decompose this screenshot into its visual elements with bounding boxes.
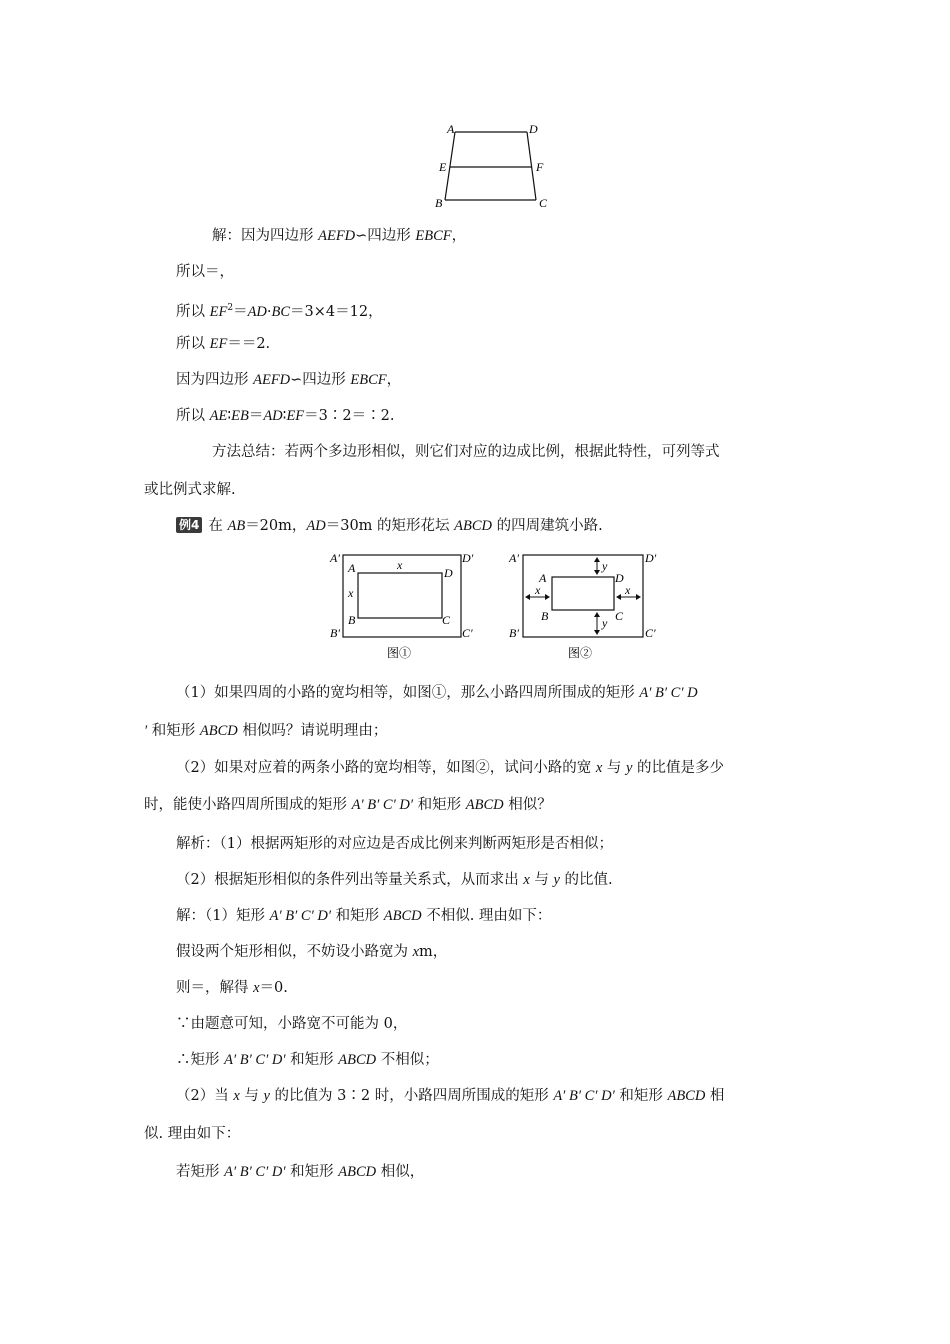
var: EBCF <box>415 228 452 244</box>
var: A′ B′ C′ D′ <box>224 1164 286 1180</box>
var: AD <box>247 303 267 320</box>
solution2-line3 <box>176 978 288 998</box>
var: x <box>253 980 260 996</box>
var: AEFD <box>253 372 291 388</box>
var: EF <box>209 303 228 320</box>
question2-line2 <box>144 795 552 815</box>
text: 所以＝， <box>176 264 234 280</box>
text: 的比值为 3∶2 时，小路四周所围成的矩形 <box>269 1088 554 1104</box>
var: AD <box>263 408 283 424</box>
figure-1-caption: 图① <box>387 646 412 660</box>
text: ∽四边形 <box>290 372 351 388</box>
text: ， <box>386 372 402 388</box>
text: ＝20m， <box>245 518 307 534</box>
label-D-prime: D′ <box>645 551 657 565</box>
var: ABCD <box>383 908 422 924</box>
text: ＝0. <box>259 980 288 996</box>
var: ABCD <box>667 1088 706 1104</box>
text: 因为四边形 <box>176 372 254 388</box>
text: 相似， <box>376 1164 425 1180</box>
label-C: C <box>539 196 548 210</box>
var: AEFD <box>318 228 356 244</box>
label-C-prime: C′ <box>462 626 473 640</box>
solution1-line5 <box>176 370 401 390</box>
label-x-left: x <box>348 586 354 600</box>
text: m， <box>419 944 448 960</box>
method-line1 <box>212 442 720 462</box>
text: 解析：（1）根据两矩形的对应边是否成比例来判断两矩形是否相似； <box>176 836 613 852</box>
text: ＝3×4＝12， <box>290 303 383 320</box>
superscript: 2 <box>227 303 234 313</box>
var: A′ B′ C′ D′ <box>269 908 332 924</box>
question1-line2 <box>144 721 387 741</box>
text: 的四周建筑小路. <box>492 518 603 534</box>
solution1-line3 <box>176 298 383 322</box>
var: x <box>412 944 420 960</box>
text: 所以 <box>176 336 210 352</box>
solution2-line5 <box>176 1050 439 1070</box>
label-y-bottom: y <box>602 616 608 630</box>
solution2-line2 <box>176 942 447 962</box>
var: ABCD <box>338 1164 377 1180</box>
label-A-prime: A′ <box>509 551 519 565</box>
label-y-top: y <box>602 559 608 573</box>
example4-line <box>176 516 603 536</box>
text: ， <box>451 228 467 244</box>
question2-line1 <box>176 758 724 778</box>
label-B: B <box>435 196 443 210</box>
figure-1 <box>325 545 485 665</box>
label-A: A <box>348 561 356 575</box>
var: x <box>595 760 603 776</box>
var: x <box>233 1088 240 1104</box>
var: x <box>523 872 530 888</box>
label-C: C <box>442 613 451 627</box>
text: 假设两个矩形相似，不妨设小路宽为 <box>176 944 413 960</box>
var: A′ B′ C′ D <box>639 685 698 701</box>
text: 似. 理由如下： <box>144 1126 241 1142</box>
text: 的比值是多少 <box>632 760 725 776</box>
text: ∶ <box>282 408 287 424</box>
label-B: B <box>348 613 356 627</box>
var: AB <box>227 518 246 534</box>
label-x-left: x <box>535 583 541 597</box>
text: 时，能使小路四周所围成的矩形 <box>144 797 352 813</box>
text: 方法总结：若两个多边形相似，则它们对应的边成比例，根据此特性，可列等式 <box>212 444 720 460</box>
text: ∽四边形 <box>355 228 416 244</box>
label-A-prime: A′ <box>330 551 340 565</box>
text: ∶ <box>227 408 232 424</box>
label-A: A <box>447 122 455 136</box>
var: A′ B′ C′ D′ <box>224 1052 286 1068</box>
text: 所以 <box>176 303 210 320</box>
text: （2）根据矩形相似的条件列出等量关系式，从而求出 <box>176 872 524 888</box>
text: 相似？ <box>503 797 552 813</box>
text: 的比值. <box>559 872 613 888</box>
var: y <box>553 872 560 888</box>
text: ∴矩形 <box>176 1052 225 1068</box>
label-C-prime: C′ <box>645 626 656 640</box>
example-badge: 例4 <box>176 517 202 533</box>
label-E: E <box>439 160 447 174</box>
var: ABCD <box>454 518 493 534</box>
text: 与 <box>602 760 626 776</box>
label-B-prime: B′ <box>509 626 519 640</box>
solution2-line7 <box>144 1124 240 1144</box>
text: （1）如果四周的小路的宽均相等，如图①，那么小路四周所围成的矩形 <box>176 685 640 701</box>
text: ＝ <box>233 303 248 320</box>
var: EF <box>286 408 305 424</box>
text: 不相似； <box>376 1052 439 1068</box>
text: ＝3∶2＝∶2. <box>304 408 395 424</box>
var: y <box>626 760 633 776</box>
figure-2-caption: 图② <box>568 646 593 660</box>
text: 解：（1）矩形 <box>176 908 270 924</box>
text: ′ <box>144 723 148 739</box>
label-A: A <box>539 571 547 585</box>
var: A′ B′ C′ D′ <box>351 797 414 813</box>
var: ABCD <box>199 723 238 739</box>
solution2-line4 <box>176 1014 407 1034</box>
var: AE <box>209 408 228 424</box>
text: 所以 <box>176 408 210 424</box>
text: （2）当 <box>176 1088 234 1104</box>
label-B: B <box>541 609 549 623</box>
label-F: F <box>536 160 544 174</box>
trapezoid-figure <box>430 118 560 213</box>
label-D: D <box>444 566 453 580</box>
text: 和矩形 <box>285 1164 339 1180</box>
text: 和矩形 <box>147 723 200 739</box>
var: EF <box>209 336 228 352</box>
label-C: C <box>615 609 624 623</box>
text: 或比例式求解. <box>144 482 236 498</box>
text: 相 <box>705 1088 725 1104</box>
var: ABCD <box>465 797 504 813</box>
text: 则＝，解得 <box>176 980 254 996</box>
solution1-line4 <box>176 334 270 354</box>
text: 不相似. 理由如下： <box>421 908 552 924</box>
text: · <box>266 303 272 320</box>
label-x-top: x <box>397 558 403 572</box>
text: 和矩形 <box>285 1052 339 1068</box>
solution1-line6 <box>176 406 394 426</box>
text: 与 <box>239 1088 264 1104</box>
solution2-line8 <box>176 1162 424 1182</box>
text: 解：因为四边形 <box>212 228 319 244</box>
label-B-prime: B′ <box>330 626 340 640</box>
question1-line1 <box>176 683 698 703</box>
var: EB <box>231 408 249 424</box>
text: ＝30m 的矩形花坛 <box>325 518 455 534</box>
label-x-right: x <box>625 583 631 597</box>
var: ABCD <box>338 1052 377 1068</box>
solution2-line6 <box>176 1086 724 1106</box>
label-D-prime: D′ <box>462 551 474 565</box>
text: ＝ <box>248 408 264 424</box>
var: A′ B′ C′ D′ <box>553 1088 615 1104</box>
analysis-line1 <box>176 834 613 854</box>
label-D: D <box>615 571 624 585</box>
text: 和矩形 <box>614 1088 668 1104</box>
text: 在 <box>208 518 228 534</box>
solution2-line1 <box>176 906 551 926</box>
text: ∵由题意可知，小路宽不可能为 0， <box>176 1016 408 1032</box>
text: 和矩形 <box>331 908 384 924</box>
text: 与 <box>529 872 554 888</box>
solution1-line2 <box>176 262 234 282</box>
text: 若矩形 <box>176 1164 225 1180</box>
label-D: D <box>529 122 538 136</box>
method-line2 <box>144 480 236 500</box>
analysis-line2 <box>176 870 613 890</box>
var: y <box>263 1088 270 1104</box>
text: ＝＝2. <box>227 336 271 352</box>
text: 和矩形 <box>413 797 466 813</box>
text: 相似吗？请说明理由； <box>237 723 388 739</box>
text: （2）如果对应着的两条小路的宽均相等，如图②，试问小路的宽 <box>176 760 596 776</box>
var: BC <box>271 303 291 320</box>
var: EBCF <box>350 372 387 388</box>
var: AD <box>306 518 326 534</box>
figure-2 <box>505 545 670 665</box>
solution1-line1 <box>212 226 466 246</box>
